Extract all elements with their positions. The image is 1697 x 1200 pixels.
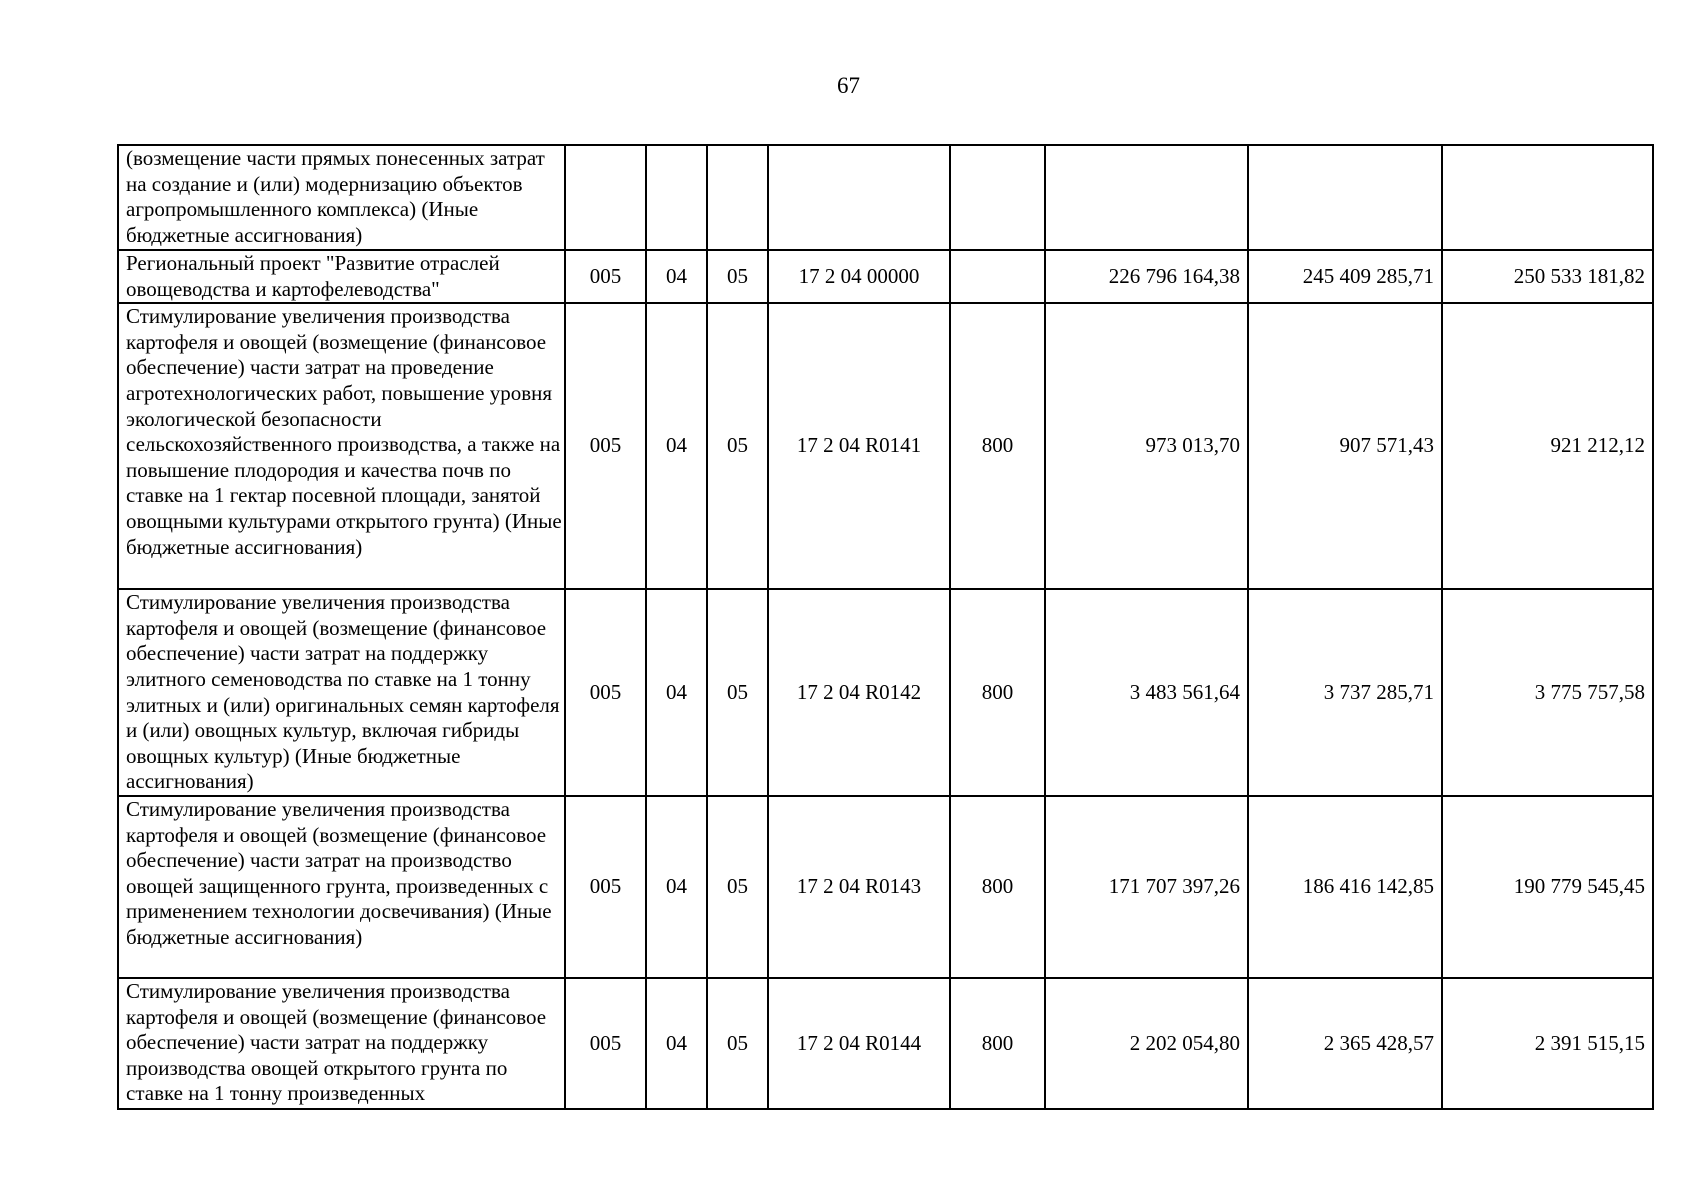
- amount-year-2: 245 409 285,71: [1248, 250, 1442, 303]
- table-row: [118, 978, 1653, 1109]
- expense-type-code: 800: [950, 589, 1045, 796]
- section-code: 04: [646, 303, 707, 589]
- table-row: [118, 796, 1653, 978]
- amount-year-1: 171 707 397,26: [1045, 796, 1248, 978]
- expense-type-code: [950, 250, 1045, 303]
- amount-year-1: 3 483 561,64: [1045, 589, 1248, 796]
- amount-year-2: 3 737 285,71: [1248, 589, 1442, 796]
- subsection-code: 05: [707, 303, 768, 589]
- ministry-code: [565, 145, 646, 250]
- table-row: [118, 145, 1653, 250]
- target-article-code: 17 2 04 R0142: [768, 589, 950, 796]
- amount-year-3: 3 775 757,58: [1442, 589, 1653, 796]
- section-code: 04: [646, 589, 707, 796]
- target-article-code: 17 2 04 R0141: [768, 303, 950, 589]
- amount-year-2: 186 416 142,85: [1248, 796, 1442, 978]
- amount-year-1: 226 796 164,38: [1045, 250, 1248, 303]
- row-description: (возмещение части прямых понесенных затрат на создание и (или) модернизацию объектов агропромышленного комплекса) (Иные бюджетные ассигнования): [118, 145, 565, 250]
- subsection-code: [707, 145, 768, 250]
- ministry-code: 005: [565, 978, 646, 1109]
- section-code: 04: [646, 250, 707, 303]
- page-number: 67: [837, 73, 860, 98]
- row-description: Региональный проект "Развитие отраслей овощеводства и картофелеводства": [118, 250, 565, 303]
- ministry-code: 005: [565, 303, 646, 589]
- ministry-code: 005: [565, 796, 646, 978]
- amount-year-1: [1045, 145, 1248, 250]
- expense-type-code: 800: [950, 978, 1045, 1109]
- expense-type-code: [950, 145, 1045, 250]
- section-code: 04: [646, 796, 707, 978]
- amount-year-3: 2 391 515,15: [1442, 978, 1653, 1109]
- table-row: [118, 250, 1653, 303]
- row-description: Стимулирование увеличения производства картофеля и овощей (возмещение (финансовое обеспечение) части затрат на производство овощей защищенного грунта, произведенных с применением технологии досвечивания) (Иные бюджетные ассигнования): [118, 796, 565, 978]
- subsection-code: 05: [707, 796, 768, 978]
- row-description: Стимулирование увеличения производства картофеля и овощей (возмещение (финансовое обеспечение) части затрат на поддержку производства овощей открытого грунта по ставке на 1 тонну произведенных: [118, 978, 565, 1109]
- amount-year-2: 907 571,43: [1248, 303, 1442, 589]
- amount-year-1: 973 013,70: [1045, 303, 1248, 589]
- target-article-code: 17 2 04 00000: [768, 250, 950, 303]
- table-row: [118, 303, 1653, 589]
- amount-year-2: [1248, 145, 1442, 250]
- row-description: Стимулирование увеличения производства картофеля и овощей (возмещение (финансовое обеспечение) части затрат на проведение агротехнологических работ, повышение уровня экологической безопасности сельскохозяйственного производства, а также на повышение плодородия и качества почв по ставке на 1 гектар посевной площади, занятой овощными культурами открытого грунта) (Иные бюджетные ассигнования): [118, 303, 565, 589]
- subsection-code: 05: [707, 978, 768, 1109]
- section-code: 04: [646, 978, 707, 1109]
- amount-year-2: 2 365 428,57: [1248, 978, 1442, 1109]
- table-row: [118, 589, 1653, 796]
- subsection-code: 05: [707, 250, 768, 303]
- section-code: [646, 145, 707, 250]
- ministry-code: 005: [565, 589, 646, 796]
- target-article-code: 17 2 04 R0144: [768, 978, 950, 1109]
- amount-year-3: 250 533 181,82: [1442, 250, 1653, 303]
- subsection-code: 05: [707, 589, 768, 796]
- amount-year-1: 2 202 054,80: [1045, 978, 1248, 1109]
- amount-year-3: 190 779 545,45: [1442, 796, 1653, 978]
- row-description: Стимулирование увеличения производства картофеля и овощей (возмещение (финансовое обеспечение) части затрат на поддержку элитного семеноводства по ставке на 1 тонну элитных и (или) оригинальных семян картофеля и (или) овощных культур, включая гибриды овощных культур) (Иные бюджетные ассигнования): [118, 589, 565, 796]
- ministry-code: 005: [565, 250, 646, 303]
- budget-table: [117, 144, 1654, 1110]
- amount-year-3: 921 212,12: [1442, 303, 1653, 589]
- expense-type-code: 800: [950, 303, 1045, 589]
- amount-year-3: [1442, 145, 1653, 250]
- expense-type-code: 800: [950, 796, 1045, 978]
- target-article-code: [768, 145, 950, 250]
- target-article-code: 17 2 04 R0143: [768, 796, 950, 978]
